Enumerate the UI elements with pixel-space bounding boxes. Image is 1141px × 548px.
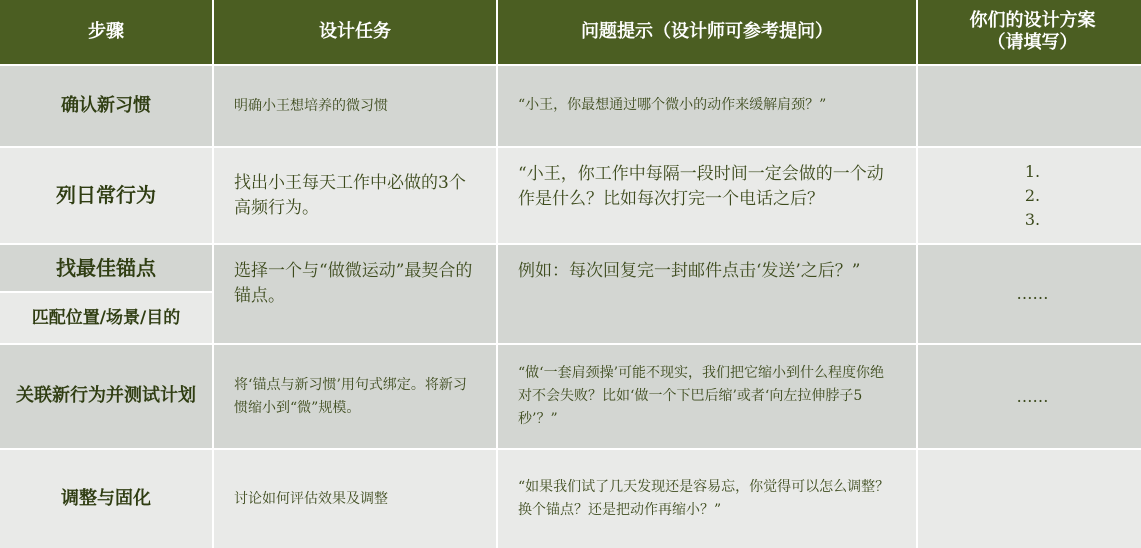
- task-cell: 讨论如何评估效果及调整: [214, 450, 496, 548]
- task-cell: 找出小王每天工作中必做的3个高频行为。: [214, 148, 496, 243]
- header-plan: 你们的设计方案 （请填写）: [918, 0, 1141, 64]
- task-cell: 明确小王想培养的微习惯: [214, 66, 496, 146]
- plan-input-cell[interactable]: [918, 148, 1141, 243]
- task-cell: 将‘锚点与新习惯’用句式绑定。将新习惯缩小到“微”规模。: [214, 345, 496, 448]
- hint-cell: “如果我们试了几天发现还是容易忘，你觉得可以怎么调整？换个锚点？还是把动作再缩小？”: [498, 450, 916, 548]
- step-find-anchor: 找最佳锚点: [0, 245, 212, 291]
- step-match-context: 匹配位置/场景/目的: [0, 293, 212, 343]
- task-cell: 选择一个与“做微运动”最契合的锚点。: [214, 245, 496, 343]
- plan-input-cell[interactable]: [918, 66, 1141, 146]
- header-task: 设计任务: [214, 0, 496, 64]
- hint-cell: “做‘一套肩颈操’可能不现实，我们把它缩小到什么程度你绝对不会失败？比如‘做一个下巴后缩’或者‘向左拉伸脖子5秒’？”: [498, 345, 916, 448]
- step-confirm-habit: 确认新习惯: [0, 66, 212, 146]
- header-hint: 问题提示（设计师可参考提问）: [498, 0, 916, 64]
- hint-cell: 例如：每次回复完一封邮件点击‘发送’之后？”: [498, 245, 916, 343]
- step-list-routines: 列日常行为: [0, 148, 212, 243]
- plan-item: 3.: [1024, 209, 1041, 229]
- hint-cell: “小王，你最想通过哪个微小的动作来缓解肩颈？”: [498, 66, 916, 146]
- step-link-and-test: 关联新行为并测试计划: [0, 345, 212, 448]
- plan-input-cell[interactable]: ……: [918, 245, 1141, 343]
- hint-cell: “小王，你工作中每隔一段时间一定会做的一个动作是什么？比如每次打完一个电话之后？: [498, 148, 916, 243]
- plan-input-cell[interactable]: ……: [918, 345, 1141, 448]
- step-adjust-solidify: 调整与固化: [0, 450, 212, 548]
- plan-input-cell[interactable]: [918, 450, 1141, 548]
- header-step: 步骤: [0, 0, 212, 64]
- plan-item: 1.: [1024, 161, 1041, 181]
- plan-item: 2.: [1024, 185, 1041, 205]
